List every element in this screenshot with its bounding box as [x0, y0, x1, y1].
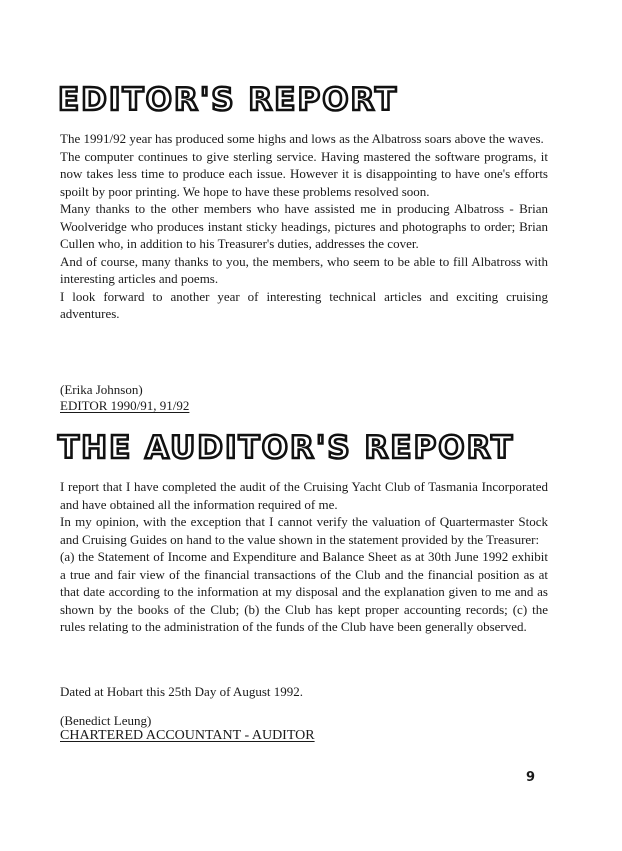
auditor-paragraph-1: I report that I have completed the audit of the Cruising Yacht Club of Tasmania Incorporated and have obtained all the information required of me. — [60, 479, 548, 512]
editor-paragraph-4: And of course, many thanks to you, the members, who seem to be able to fill Albatross with interesting articles and poems. — [60, 253, 548, 286]
editor-paragraph-3: Many thanks to the other members who have assisted me in producing Albatross - Brian Woolveridge who produces instant sticky headings, pictures and photographs to order; Brian Cullen who, in addition to his Treasurer's duties, addresses the cover. — [60, 201, 548, 251]
editor-signature-title: EDITOR 1990/91, 91/92 — [60, 398, 190, 413]
auditor-paragraph-2: In my opinion, with the exception that I cannot verify the valuation of Quartermaster Stock and Cruising Guides on hand to the value shown in the statement provided by the Treasurer: — [60, 514, 548, 547]
auditor-report-heading: THE AUDITOR'S REPORT — [58, 430, 515, 466]
auditor-dated-line: Dated at Hobart this 25th Day of August 1992. — [60, 684, 303, 699]
page-number: 9 — [526, 770, 536, 785]
auditor-paragraph-3: (a) the Statement of Income and Expenditure and Balance Sheet as at 30th June 1992 exhibit a true and fair view of the financial transactions of the Club and the financial position as at that date according to the information at my disposal and the explanation given to me and as shown by the books of the Club; (b) the Club has kept proper accounting records; (c) the rules relating to the administration of the funds of the Club have been generally observed. — [60, 549, 548, 634]
auditor-signature-title: CHARTERED ACCOUNTANT - AUDITOR — [60, 728, 315, 743]
editor-paragraph-1: The 1991/92 year has produced some highs and lows as the Albatross soars above the waves. — [60, 131, 544, 146]
editor-report-heading: EDITOR'S REPORT — [58, 82, 399, 118]
editor-signature-name: (Erika Johnson) — [60, 382, 143, 397]
auditor-signature-name: (Benedict Leung) — [60, 713, 152, 728]
auditor-report-body — [60, 478, 548, 636]
editor-report-body — [60, 130, 548, 323]
editor-paragraph-5: I look forward to another year of interesting technical articles and exciting cruising adventures. — [60, 288, 548, 321]
editor-paragraph-2: The computer continues to give sterling service. Having mastered the software programs, it now takes less time to produce each issue. However it is disappointing to have one's efforts spoilt by poor printing. We hope to have these problems resolved soon. — [60, 148, 548, 199]
